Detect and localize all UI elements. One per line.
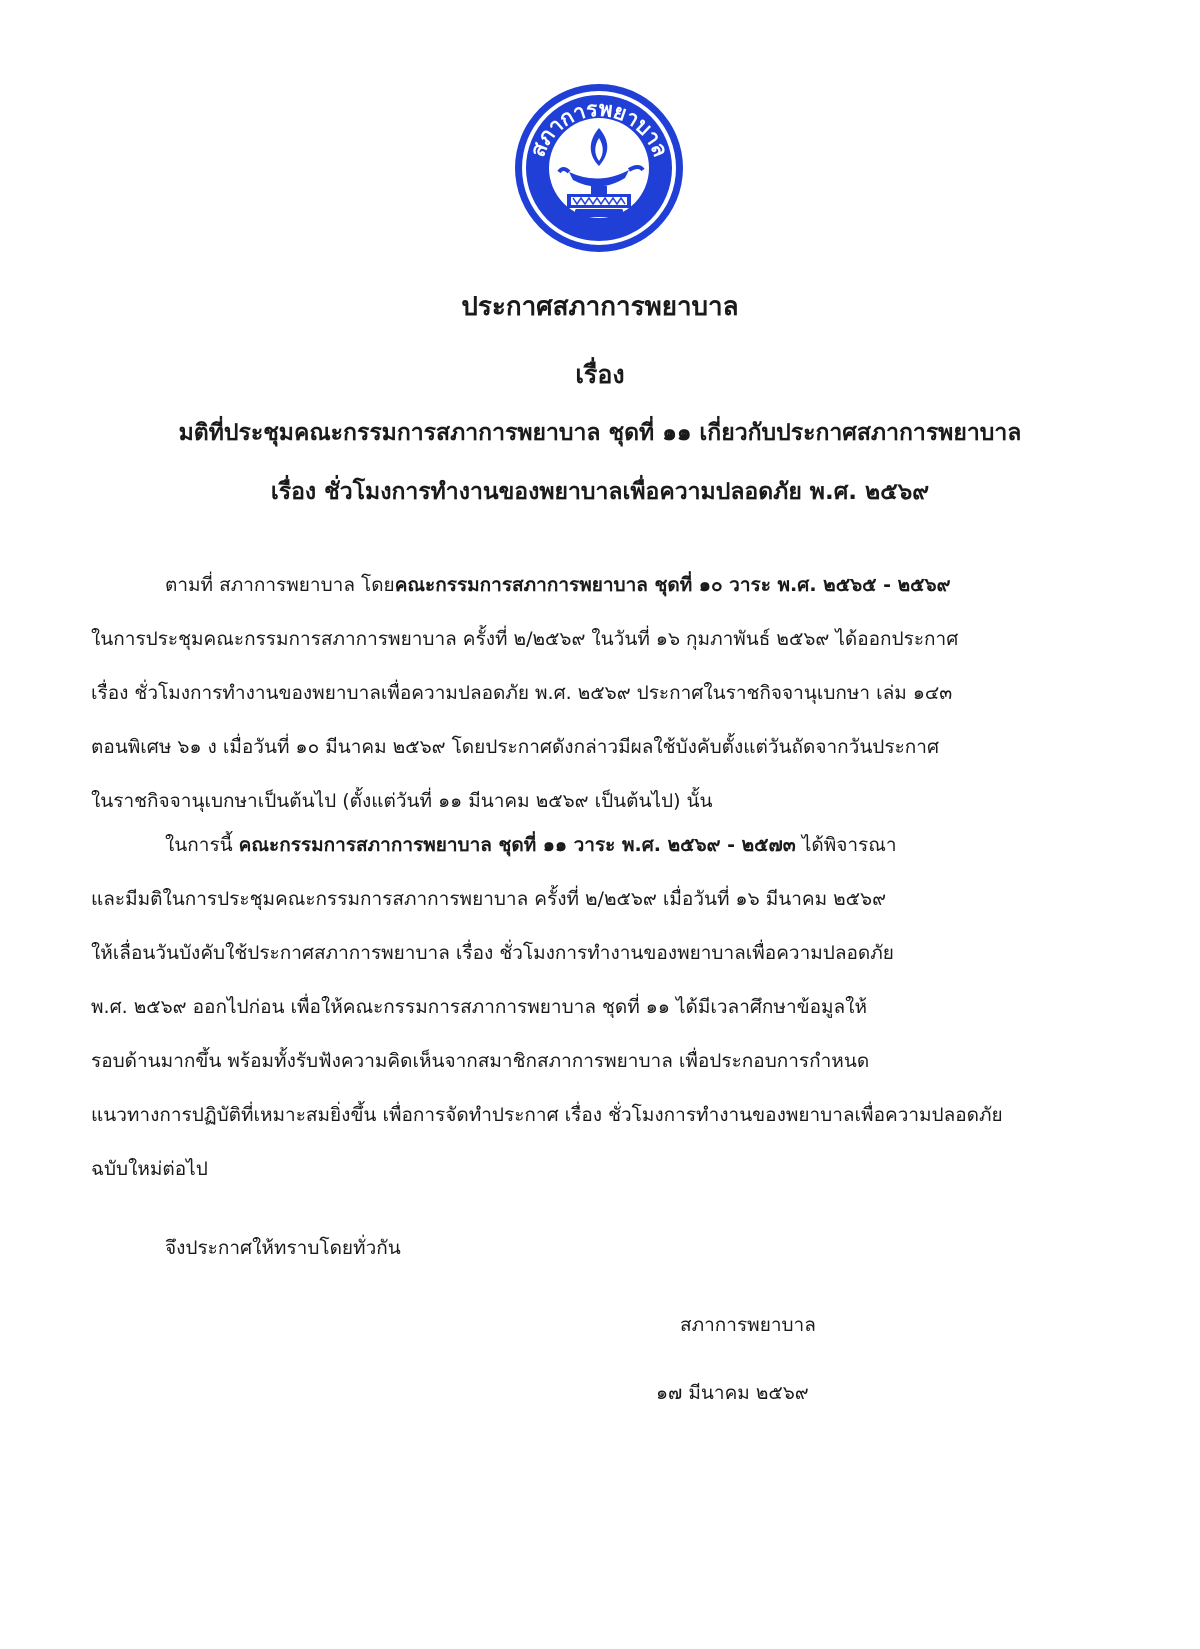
paragraph-1-line-3: เรื่อง ชั่วโมงการทำงานของพยาบาลเพื่อความปลอดภัย พ.ศ. ๒๕๖๙ ประกาศในราชกิจจานุเบกษา เล่ม ๑๔๓ [91,682,953,704]
paragraph-2-line-3: ให้เลื่อนวันบังคับใช้ประกาศสภาการพยาบาล เรื่อง ชั่วโมงการทำงานของพยาบาลเพื่อความปลอดภัย [91,942,894,964]
paragraph-1-line-2: ในการประชุมคณะกรรมการสภาการพยาบาล ครั้งที่ ๒/๒๕๖๙ ในวันที่ ๑๖ กุมภาพันธ์ ๒๕๖๙ ได้ออกประกาศ [91,628,959,650]
subject-label: เรื่อง [575,360,625,389]
announcement-title: ประกาศสภาการพยาบาล [461,292,739,322]
subject-line-2: เรื่อง ชั่วโมงการทำงานของพยาบาลเพื่อความปลอดภัย พ.ศ. ๒๕๖๙ [270,479,930,505]
paragraph-1-line-1: ตามที่ สภาการพยาบาล โดยคณะกรรมการสภาการพยาบาล ชุดที่ ๑๐ วาระ พ.ศ. ๒๕๖๕ - ๒๕๖๙ [165,574,951,596]
signer-name: สภาการพยาบาล [680,1314,816,1336]
paragraph-2-line-4: พ.ศ. ๒๕๖๙ ออกไปก่อน เพื่อให้คณะกรรมการสภาการพยาบาล ชุดที่ ๑๑ ได้มีเวลาศึกษาข้อมูลให้ [91,996,867,1018]
nursing-council-seal-logo [513,82,685,254]
paragraph-2-line-1: ในการนี้ คณะกรรมการสภาการพยาบาล ชุดที่ ๑๑ วาระ พ.ศ. ๒๕๖๙ - ๒๕๗๓ ได้พิจารณา [165,834,897,856]
signature-date: ๑๗ มีนาคม ๒๕๖๙ [656,1382,809,1404]
paragraph-1-line-4: ตอนพิเศษ ๖๑ ง เมื่อวันที่ ๑๐ มีนาคม ๒๕๖๙ โดยประกาศดังกล่าวมีผลใช้บังคับตั้งแต่วันถัดจากวันประกาศ [91,736,940,758]
seal-ring-text: สภาการพยาบาล [525,96,673,161]
paragraph-background [91,558,1108,828]
paragraph-resolution [91,818,1108,1196]
paragraph-2-line-6: แนวทางการปฏิบัติที่เหมาะสมยิ่งขึ้น เพื่อการจัดทำประกาศ เรื่อง ชั่วโมงการทำงานของพยาบาลเพื่อความปลอดภัย [91,1104,1003,1126]
paragraph-1-line-5: ในราชกิจจานุเบกษาเป็นต้นไป (ตั้งแต่วันที่ ๑๑ มีนาคม ๒๕๖๙ เป็นต้นไป) นั้น [91,790,713,812]
paragraph-2-line-7: ฉบับใหม่ต่อไป [91,1158,208,1180]
paragraph-2-line-2: และมีมติในการประชุมคณะกรรมการสภาการพยาบาล ครั้งที่ ๒/๒๕๖๙ เมื่อวันที่ ๑๖ มีนาคม ๒๕๖๙ [91,888,887,910]
closing-statement: จึงประกาศให้ทราบโดยทั่วกัน [165,1237,401,1259]
paragraph-2-line-5: รอบด้านมากขึ้น พร้อมทั้งรับฟังความคิดเห็นจากสมาชิกสภาการพยาบาล เพื่อประกอบการกำหนด [91,1050,870,1072]
subject-line-1: มติที่ประชุมคณะกรรมการสภาการพยาบาล ชุดที่ ๑๑ เกี่ยวกับประกาศสภาการพยาบาล [178,420,1022,446]
